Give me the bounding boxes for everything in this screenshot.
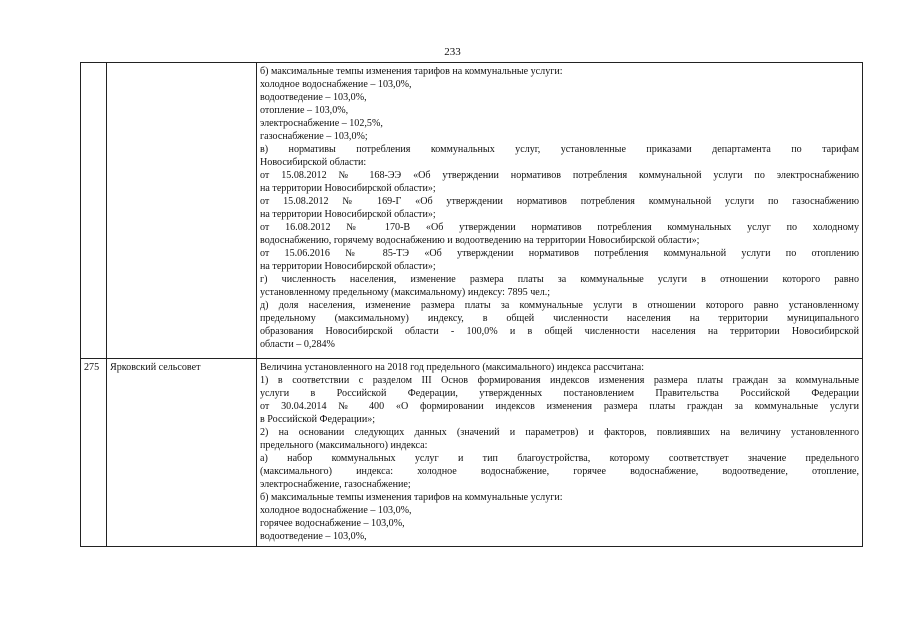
text-line: водоотведение – 103,0%, [260, 531, 367, 542]
text-line: холодное водоснабжение – 103,0%, [260, 79, 412, 90]
text-line: отопление – 103,0%, [260, 105, 349, 116]
text-line: электроснабжение, газоснабжение; [260, 479, 411, 490]
text-line: холодное водоснабжение – 103,0%, [260, 505, 412, 516]
text-line: (максимального) индекса: холодное водоснабжение, горячее водоснабжение, водоотведение, отопление, [260, 466, 859, 477]
text-line: водоотведение – 103,0%, [260, 92, 367, 103]
text-line: в Российской Федерации»; [260, 414, 376, 425]
municipality-name-cell [107, 63, 257, 359]
page-number: 233 [444, 46, 461, 58]
text-line: в) нормативы потребления коммунальных услуг, установленные приказами департамента по тарифам [260, 144, 859, 155]
text-line: г) численность населения, изменение размера платы за коммунальные услуги в отношении которого равно [260, 274, 859, 285]
text-line: образования Новосибирской области - 100,0% и в общей численности населения на территории Новосибирской [260, 326, 859, 337]
table-row [81, 63, 863, 359]
text-line: Новосибирской области: [260, 157, 367, 168]
text-line: электроснабжение – 102,5%, [260, 118, 383, 129]
text-line: 1) в соответствии с разделом III Основ формирования индексов изменения размера платы граждан за коммунальные [260, 375, 859, 386]
text-line: от 15.08.2012 № 169-Г «Об утверждении нормативов потребления коммунальной услуги по газоснабжению [260, 196, 859, 207]
municipality-name-cell: Ярковский сельсовет [107, 359, 257, 547]
text-line: предельному (максимальному) индексу, в общей численности населения на территории муниципального [260, 313, 859, 324]
text-line: а) набор коммунальных услуг и тип благоустройства, которому соответствует значение предельного [260, 453, 859, 464]
row-number-cell [81, 63, 107, 359]
text-line: б) максимальные темпы изменения тарифов на коммунальные услуги: [260, 492, 563, 503]
text-line: горячее водоснабжение – 103,0%, [260, 518, 405, 529]
text-line: предельного (максимального) индекса: [260, 440, 428, 451]
text-line: от 16.08.2012 № 170-В «Об утверждении нормативов потребления коммунальных услуг по холодному [260, 222, 859, 233]
text-line: водоснабжению, горячему водоснабжению и водоотведению на территории Новосибирской области»; [260, 235, 700, 246]
text-line: газоснабжение – 103,0%; [260, 131, 368, 142]
text-line: установленному предельному (максимальному) индексу: 7895 чел.; [260, 287, 551, 298]
text-line: от 15.08.2012 № 168-ЭЭ «Об утверждении нормативов потребления коммунальной услуги по электроснабжению [260, 170, 859, 181]
text-line: на территории Новосибирской области»; [260, 261, 436, 272]
text-line: на территории Новосибирской области»; [260, 183, 436, 194]
description-cell [257, 359, 863, 547]
text-line: от 30.04.2014 № 400 «О формировании индексов изменения размера платы граждан за коммунальные услуги [260, 401, 859, 412]
text-line: 2) на основании следующих данных (значений и параметров) и факторов, повлиявших на величину установленного [260, 427, 859, 438]
text-line: д) доля населения, изменение размера платы за коммунальные услуги в отношении которого равно установленному [260, 300, 859, 311]
table-row [81, 359, 863, 547]
text-line: от 15.06.2016 № 85-ТЭ «Об утверждении нормативов потребления коммунальной услуги по отоплению [260, 248, 859, 259]
tariff-index-table [80, 62, 863, 547]
text-line: области – 0,284% [260, 339, 335, 350]
text-line: б) максимальные темпы изменения тарифов на коммунальные услуги: [260, 66, 563, 77]
row-number-cell: 275 [81, 359, 107, 547]
text-line: услуги в Российской Федерации, утвержденных постановлением Правительства Российской Федерации [260, 388, 859, 399]
text-line: на территории Новосибирской области»; [260, 209, 436, 220]
table-body [81, 63, 863, 547]
text-line: Величина установленного на 2018 год предельного (максимального) индекса рассчитана: [260, 362, 644, 373]
description-cell [257, 63, 863, 359]
